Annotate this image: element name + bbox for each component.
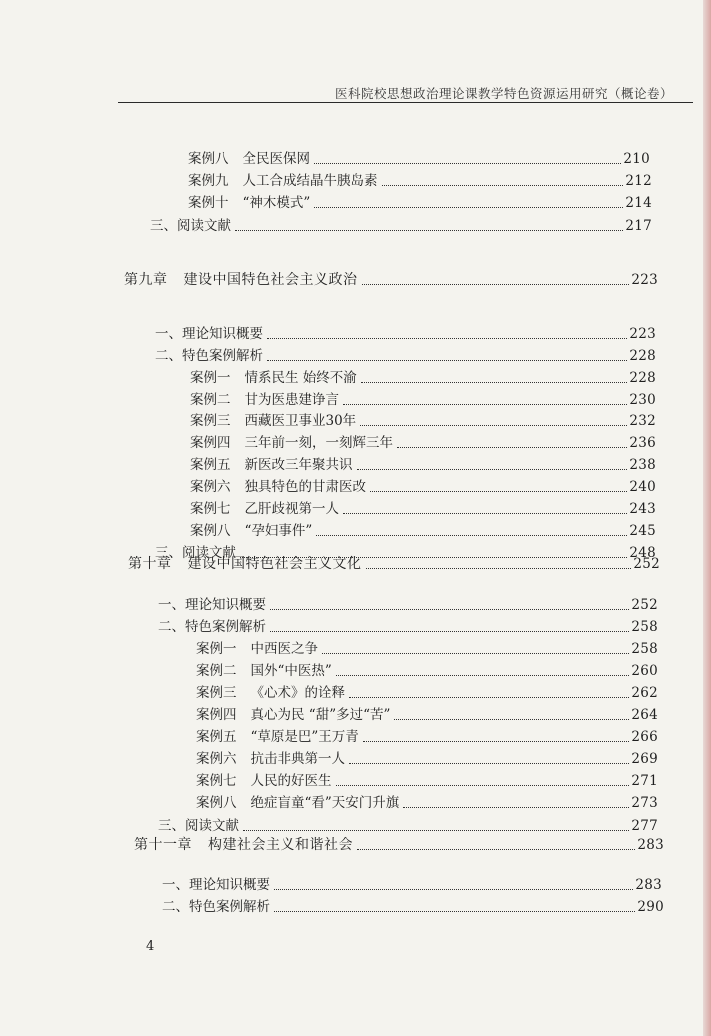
page-ref: 217 xyxy=(625,218,652,234)
case-title: 全民医保网 xyxy=(242,151,310,167)
dot-leader xyxy=(349,763,629,764)
section-label: 一、理论知识概要 xyxy=(155,326,263,342)
page-ref: 283 xyxy=(635,877,662,893)
toc-entry-case[interactable] xyxy=(196,702,658,724)
case-title: 新医改三年聚共识 xyxy=(244,457,353,473)
chapter-title: 建设中国特色社会主义文化 xyxy=(187,556,362,572)
toc-entry-case[interactable] xyxy=(188,190,652,212)
page-ref: 223 xyxy=(629,326,656,342)
page-edge xyxy=(703,0,711,1036)
toc-entry-chapter[interactable] xyxy=(124,267,658,289)
case-number: 案例一 xyxy=(190,370,231,386)
case-title: 乙肝歧视第一人 xyxy=(244,501,339,517)
dot-leader xyxy=(362,284,630,285)
toc-entry-case[interactable] xyxy=(196,724,658,746)
toc-entry-case[interactable] xyxy=(190,408,656,430)
chapter-title: 构建社会主义和谐社会 xyxy=(208,837,353,853)
toc-entry-section[interactable] xyxy=(158,614,658,636)
case-number: 案例八 xyxy=(188,151,229,167)
case-number: 案例八 xyxy=(190,523,231,539)
section-label: 一、理论知识概要 xyxy=(162,877,270,893)
dot-leader xyxy=(361,382,628,383)
page-ref: 266 xyxy=(631,729,658,745)
dot-leader xyxy=(336,785,630,786)
page-ref: 228 xyxy=(629,348,656,364)
dot-leader xyxy=(343,513,627,514)
case-title: 甘为医患建诤言 xyxy=(244,392,339,408)
toc-entry-chapter[interactable] xyxy=(128,551,660,573)
dot-leader xyxy=(235,230,623,231)
case-number: 案例五 xyxy=(190,457,231,473)
dot-leader xyxy=(403,807,629,808)
dot-leader xyxy=(336,675,630,676)
toc-entry-case[interactable] xyxy=(196,768,658,790)
page-ref: 290 xyxy=(637,899,664,915)
dot-leader xyxy=(314,207,623,208)
dot-leader xyxy=(314,163,621,164)
page-ref: 277 xyxy=(631,818,658,834)
page-ref: 243 xyxy=(629,501,656,517)
section-label: 三、阅读文献 xyxy=(158,818,239,834)
toc-entry-case[interactable] xyxy=(190,452,656,474)
dot-leader xyxy=(343,404,627,405)
page-ref: 230 xyxy=(629,392,656,408)
case-title: 绝症盲童“看”天安门升旗 xyxy=(250,795,400,811)
case-number: 案例二 xyxy=(196,663,237,679)
case-title: “草原是巴”王万青 xyxy=(250,729,359,745)
case-title: 西藏医卫事业30年 xyxy=(244,413,357,429)
chapter-number: 第十章 xyxy=(128,556,172,572)
page-ref: 262 xyxy=(631,685,658,701)
case-number: 案例五 xyxy=(196,729,237,745)
case-title: 人民的好医生 xyxy=(250,773,332,789)
toc-entry-section[interactable] xyxy=(155,343,656,365)
toc-entry-case[interactable] xyxy=(196,636,658,658)
section-label: 一、理论知识概要 xyxy=(158,597,266,613)
case-number: 案例三 xyxy=(196,685,237,701)
case-number: 案例三 xyxy=(190,413,231,429)
case-number: 案例九 xyxy=(188,173,229,189)
page-ref: 248 xyxy=(629,545,656,561)
page-ref: 283 xyxy=(637,837,664,853)
toc-entry-section[interactable] xyxy=(162,872,662,894)
page-ref: 271 xyxy=(631,773,658,789)
toc-entry-case[interactable] xyxy=(196,680,658,702)
page-ref: 236 xyxy=(629,435,656,451)
dot-leader xyxy=(366,568,632,569)
toc-entry-case[interactable] xyxy=(190,430,656,452)
page-ref: 273 xyxy=(631,795,658,811)
dot-leader xyxy=(363,741,630,742)
toc-entry-case[interactable] xyxy=(190,365,656,387)
toc-entry-case[interactable] xyxy=(196,746,658,768)
case-number: 案例八 xyxy=(196,795,237,811)
dot-leader xyxy=(316,535,627,536)
page-ref: 240 xyxy=(629,479,656,495)
dot-leader xyxy=(267,338,627,339)
chapter-title: 建设中国特色社会主义政治 xyxy=(183,272,358,288)
section-label: 二、特色案例解析 xyxy=(162,899,270,915)
dot-leader xyxy=(243,830,629,831)
running-header-title: 医科院校思想政治理论课教学特色资源运用研究（概论卷） xyxy=(334,86,673,101)
toc-entry-section[interactable] xyxy=(162,894,664,916)
toc-entry-section[interactable] xyxy=(158,592,658,614)
dot-leader xyxy=(382,185,624,186)
page-ref: 252 xyxy=(633,556,660,572)
toc-entry-chapter[interactable] xyxy=(134,832,664,854)
case-title: 《心术》的诠释 xyxy=(250,685,345,701)
case-title: 独具特色的甘肃医改 xyxy=(244,479,366,495)
case-number: 案例七 xyxy=(196,773,237,789)
page-ref: 245 xyxy=(629,523,656,539)
case-number: 案例六 xyxy=(196,751,237,767)
page-ref: 223 xyxy=(631,272,658,288)
section-label: 二、特色案例解析 xyxy=(158,619,266,635)
dot-leader xyxy=(274,889,633,890)
case-title: “神木模式” xyxy=(242,195,311,211)
dot-leader xyxy=(357,849,635,850)
dot-leader xyxy=(322,653,629,654)
page-ref: 228 xyxy=(629,370,656,386)
case-title: 真心为民 “甜”多过“苦” xyxy=(250,707,391,723)
dot-leader xyxy=(270,609,629,610)
dot-leader xyxy=(397,447,627,448)
case-title: “孕妇事件” xyxy=(244,523,313,539)
toc-entry-section[interactable] xyxy=(155,321,656,343)
toc-entry-reading[interactable] xyxy=(150,213,652,235)
page-ref: 210 xyxy=(623,151,650,167)
dot-leader xyxy=(360,425,627,426)
page-ref: 238 xyxy=(629,457,656,473)
case-title: 三年前一刻，一刻辉三年 xyxy=(244,435,393,451)
page-ref: 269 xyxy=(631,751,658,767)
case-title: 中西医之争 xyxy=(250,641,318,657)
dot-leader xyxy=(274,911,635,912)
dot-leader xyxy=(370,491,627,492)
page-number: 4 xyxy=(146,939,155,954)
page-ref: 212 xyxy=(625,173,652,189)
dot-leader xyxy=(349,697,629,698)
case-title: 国外“中医热” xyxy=(250,663,332,679)
toc-entry-case[interactable] xyxy=(190,496,656,518)
toc-entry-case[interactable] xyxy=(196,658,658,680)
running-header xyxy=(118,72,693,112)
case-title: 人工合成结晶牛胰岛素 xyxy=(242,173,378,189)
dot-leader xyxy=(357,469,628,470)
case-number: 案例四 xyxy=(196,707,237,723)
case-number: 案例二 xyxy=(190,392,231,408)
toc-entry-case[interactable] xyxy=(196,790,658,812)
page-ref: 258 xyxy=(631,619,658,635)
header-rule xyxy=(118,102,693,103)
dot-leader xyxy=(394,719,629,720)
case-number: 案例四 xyxy=(190,435,231,451)
toc-entry-case[interactable] xyxy=(190,474,656,496)
case-number: 案例七 xyxy=(190,501,231,517)
toc-entry-case[interactable] xyxy=(188,146,650,168)
dot-leader xyxy=(267,360,627,361)
case-title: 情系民生 始终不渝 xyxy=(244,370,357,386)
page-ref: 260 xyxy=(631,663,658,679)
page-ref: 264 xyxy=(631,707,658,723)
toc-entry-case[interactable] xyxy=(190,387,656,409)
chapter-number: 第九章 xyxy=(124,272,168,288)
section-label: 三、阅读文献 xyxy=(150,218,231,234)
case-number: 案例六 xyxy=(190,479,231,495)
dot-leader xyxy=(270,631,629,632)
section-label: 二、特色案例解析 xyxy=(155,348,263,364)
toc-entry-case[interactable] xyxy=(188,168,652,190)
toc-entry-case[interactable] xyxy=(190,518,656,540)
case-number: 案例一 xyxy=(196,641,237,657)
page-ref: 232 xyxy=(629,413,656,429)
case-title: 抗击非典第一人 xyxy=(250,751,345,767)
chapter-number: 第十一章 xyxy=(134,837,192,853)
section-label: 三、阅读文献 xyxy=(155,545,236,561)
page-ref: 214 xyxy=(625,195,652,211)
page-ref: 252 xyxy=(631,597,658,613)
case-number: 案例十 xyxy=(188,195,229,211)
page-ref: 258 xyxy=(631,641,658,657)
